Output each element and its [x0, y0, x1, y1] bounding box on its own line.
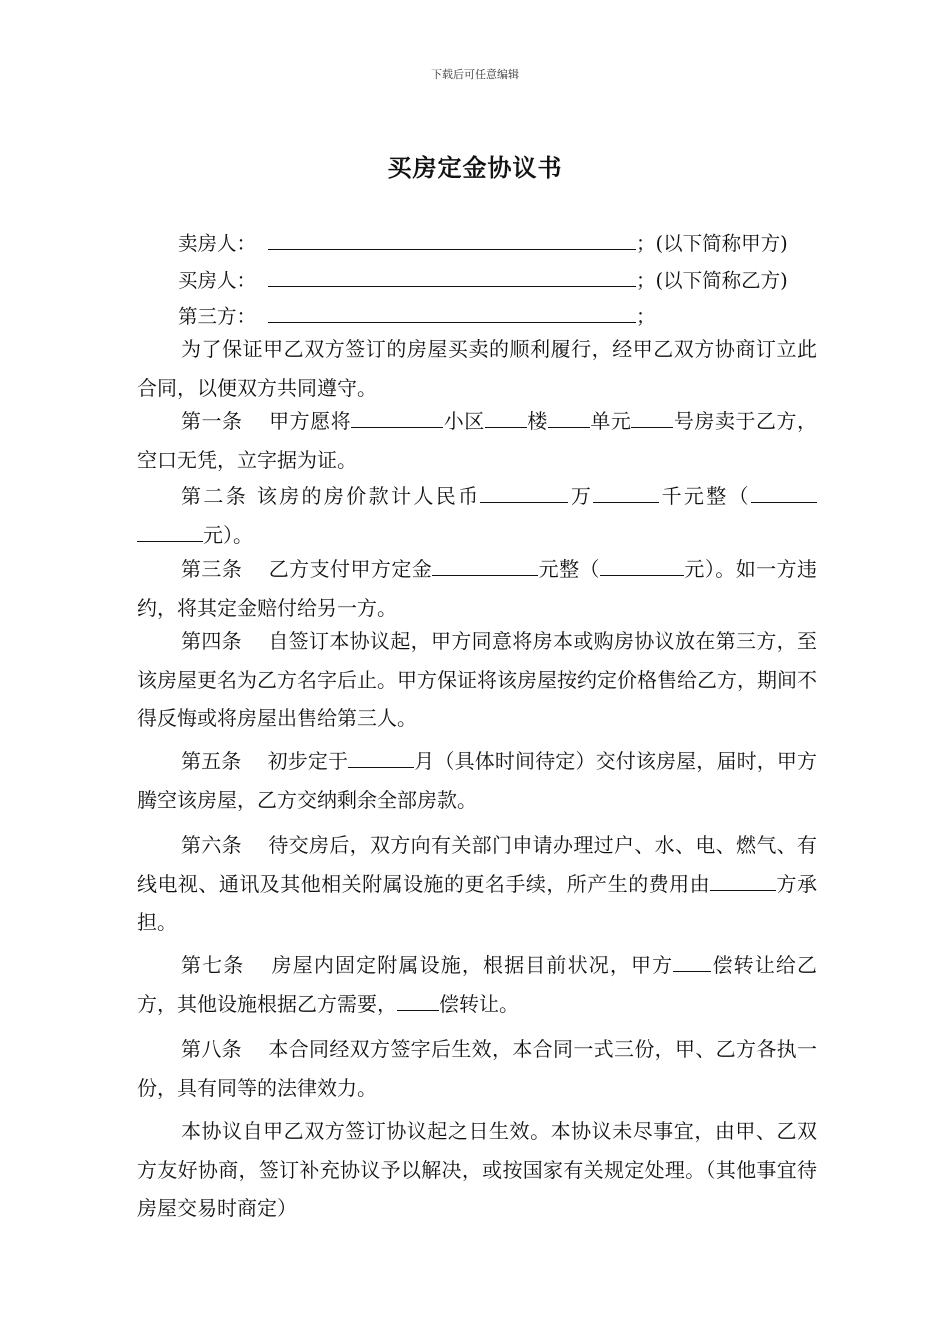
article-8-text: 本合同经双方签字后生效，本合同一式三份，甲、乙方各执一份，具有同等的法律效力。: [137, 1037, 817, 1100]
article-3-text-b: 元整（: [538, 557, 600, 581]
price-wan-blank[interactable]: [480, 482, 568, 503]
document-title: 买房定金协议书: [387, 153, 563, 182]
article-1-text-d: 单元: [589, 409, 632, 433]
fee-party-blank[interactable]: [710, 870, 776, 891]
article-6: [137, 826, 817, 942]
article-7-text-b: 偿转让给乙方，其他设施根据乙方需要，: [137, 953, 818, 1016]
article-5-text-a: 初步定于: [267, 749, 349, 773]
third-party-blank[interactable]: [268, 302, 636, 323]
buyer-line: [178, 265, 788, 293]
delivery-month-blank[interactable]: [348, 747, 414, 768]
third-party-label: 第三方：: [178, 305, 257, 328]
third-party-suffix: ；: [636, 305, 656, 328]
article-2-text-d: 元）。: [203, 522, 253, 547]
building-blank[interactable]: [485, 407, 527, 428]
article-7: [137, 946, 817, 1023]
article-2-text-c: 千元整（: [659, 484, 752, 508]
article-3-text-a: 乙方支付甲方定金: [268, 557, 433, 581]
article-8: [137, 1030, 817, 1107]
seller-line: [178, 228, 788, 256]
article-1-heading: 第一条: [181, 409, 243, 433]
article-2-text-a: 该房的房价款计人民币: [256, 484, 481, 508]
article-3: [137, 550, 817, 627]
article-6-text-a: 待交房后，双方向有关部门申请办理过户、水、电、燃气、有线电视、通讯及其他相关附属设施的更名手续，所产生的费用由: [137, 833, 817, 896]
price-digits-blank-b[interactable]: [137, 521, 203, 542]
deposit-blank[interactable]: [432, 555, 538, 576]
third-party-line: [178, 301, 656, 329]
article-6-text-b: 方承担。: [137, 871, 818, 934]
other-facility-blank[interactable]: [397, 990, 439, 1011]
fixed-facility-blank[interactable]: [673, 951, 711, 972]
article-7-text-a: 房屋内固定附属设施，根据目前状况，甲方: [270, 953, 674, 977]
price-qian-blank[interactable]: [593, 482, 659, 503]
deposit-digits-blank[interactable]: [600, 555, 684, 576]
article-8-heading: 第八条: [181, 1037, 242, 1061]
article-1-text-c: 楼: [526, 409, 548, 433]
header-note: 下载后可任意编辑: [431, 68, 519, 81]
article-2-text-b: 万: [568, 484, 594, 508]
article-5-text-b: 月（具体时间待定）交付该房屋，届时，甲方腾空该房屋，乙方交纳剩余全部房款。: [137, 749, 818, 812]
buyer-blank[interactable]: [268, 266, 636, 287]
price-digits-blank-a[interactable]: [751, 482, 817, 503]
article-5-heading: 第五条: [181, 749, 242, 773]
article-3-heading: 第三条: [181, 557, 243, 581]
closing-paragraph: 本协议自甲乙双方签订协议起之日生效。本协议未尽事宜，由甲、乙双方友好协商，签订补充协议予以解决，或按国家有关规定处理。（其他事宜待房屋交易时商定）: [137, 1119, 817, 1220]
buyer-suffix: ；(以下简称乙方): [636, 269, 788, 292]
seller-blank[interactable]: [268, 229, 636, 250]
article-4-text: 自签订本协议起，甲方同意将房本或购房协议放在第三方，至该房屋更名为乙方名字后止。甲方保证将该房屋按约定价格售给乙方，期间不得反悔或将房屋出售给第三人。: [137, 629, 817, 730]
article-7-heading: 第七条: [181, 953, 245, 977]
article-3-text-c: 元）。如一方违约，将其定金赔付给另一方。: [137, 557, 818, 620]
unit-blank[interactable]: [548, 407, 590, 428]
seller-label: 卖房人：: [178, 232, 257, 255]
article-7-text-c: 偿转让。: [439, 991, 519, 1016]
article-1-text-a: 甲方愿将: [268, 409, 352, 433]
article-1-text-b: 小区: [443, 409, 485, 433]
article-4: [137, 622, 817, 738]
article-6-heading: 第六条: [181, 833, 242, 857]
article-2: [137, 477, 817, 554]
community-blank[interactable]: [351, 407, 443, 428]
buyer-label: 买房人：: [178, 269, 257, 292]
article-5: [137, 742, 817, 819]
intro-paragraph: 为了保证甲乙双方签订的房屋买卖的顺利履行，经甲乙双方协商订立此合同，以便双方共同遵守。: [137, 337, 817, 400]
article-1-text-e: 号房卖于乙方，空口无凭，立字据为证。: [137, 409, 818, 472]
article-2-heading: 第二条: [181, 484, 249, 508]
article-1: [137, 402, 817, 479]
seller-suffix: ；(以下简称甲方): [636, 232, 788, 255]
room-number-blank[interactable]: [631, 407, 673, 428]
article-4-heading: 第四条: [181, 629, 242, 653]
